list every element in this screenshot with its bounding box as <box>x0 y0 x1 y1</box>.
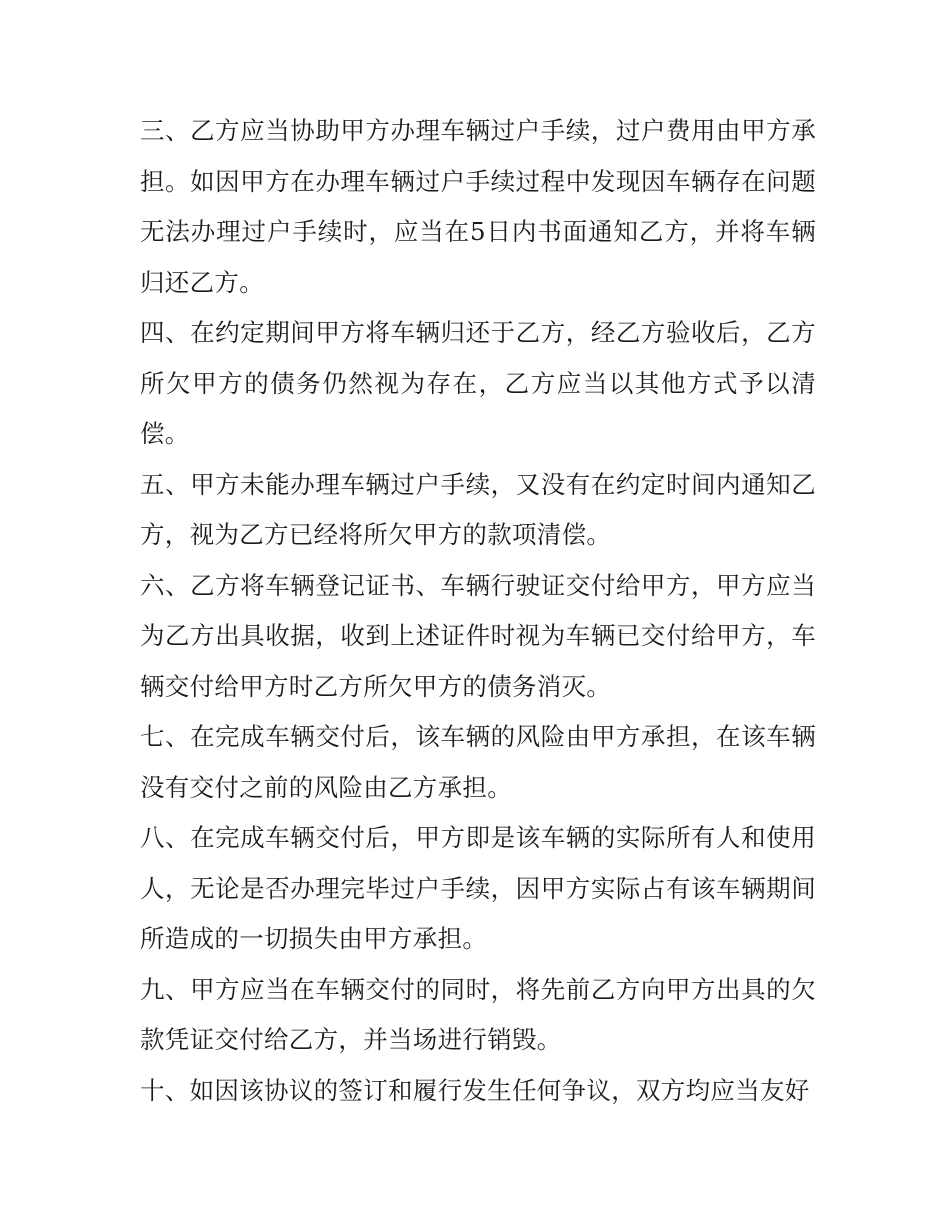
clause-4: 四、在约定期间甲方将车辆归还于乙方，经乙方验收后，乙方所欠甲方的债务仍然视为存在，乙方应当以其他方式予以清偿。 <box>140 318 816 448</box>
clause-9: 九、甲方应当在车辆交付的同时，将先前乙方向甲方出具的欠款凭证交付给乙方，并当场进行销毁。 <box>140 974 816 1054</box>
clause-3: 三、乙方应当协助甲方办理车辆过户手续，过户费用由甲方承担。如因甲方在办理车辆过户手续过程中发现因车辆存在问题无法办理过户手续时，应当在5日内书面通知乙方，并将车辆归还乙方。 <box>140 116 816 297</box>
clause-5: 五、甲方未能办理车辆过户手续，又没有在约定时间内通知乙方，视为乙方已经将所欠甲方的款项清偿。 <box>140 469 816 549</box>
clause-8: 八、在完成车辆交付后，甲方即是该车辆的实际所有人和使用人，无论是否办理完毕过户手续，因甲方实际占有该车辆期间所造成的一切损失由甲方承担。 <box>140 823 816 953</box>
clause-7: 七、在完成车辆交付后，该车辆的风险由甲方承担，在该车辆没有交付之前的风险由乙方承担。 <box>140 722 816 802</box>
document-body <box>140 106 816 1116</box>
clause-10: 十、如因该协议的签订和履行发生任何争议，双方均应当友好 <box>140 1075 810 1105</box>
clause-6: 六、乙方将车辆登记证书、车辆行驶证交付给甲方，甲方应当为乙方出具收据，收到上述证件时视为车辆已交付给甲方，车辆交付给甲方时乙方所欠甲方的债务消灭。 <box>140 570 816 701</box>
